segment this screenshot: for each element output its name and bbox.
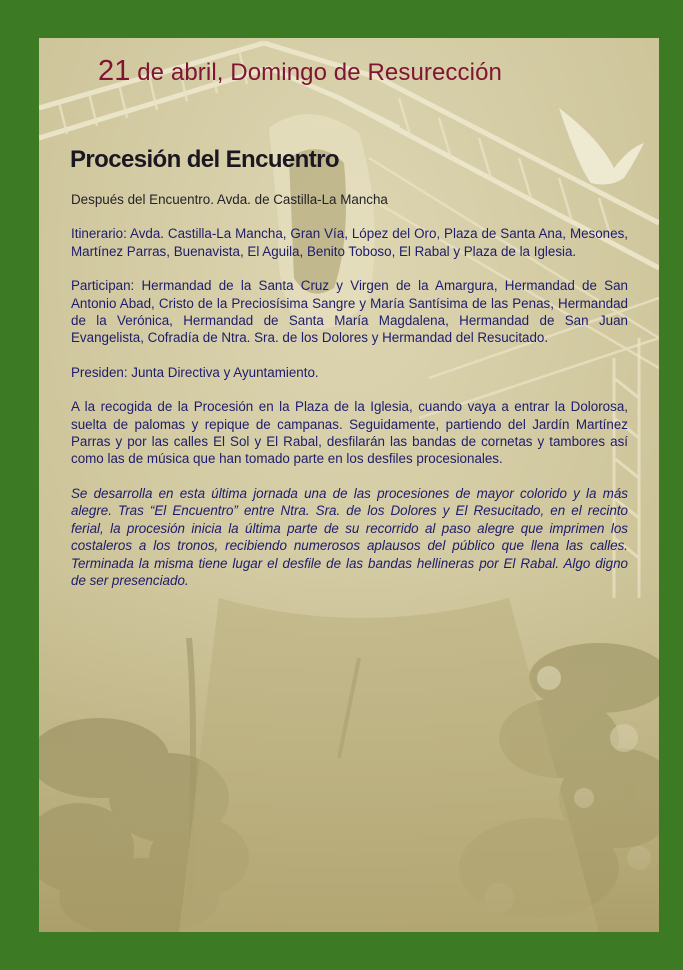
date-day-number: 21 (98, 55, 131, 87)
recogida-paragraph: A la recogida de la Procesión en la Plaza de la Iglesia, cuando vaya a entrar la Dolorosa, suelta de palomas y repique de campanas. Seguidamente, partiendo del Jardín Martínez Parras y por las calles El Sol y El Rabal, desfilarán las bandas de cornetas y tambores así como las de música que han tomado parte en los desfiles procesionales. (71, 399, 628, 467)
itinerary-paragraph: Itinerario: Avda. Castilla-La Mancha, Gran Vía, López del Oro, Plaza de Santa Ana, Mesones, Martínez Parras, Buenavista, El Aguila, Benito Toboso, El Rabal y Plaza de la Iglesia. (71, 226, 628, 259)
procession-details (71, 191, 628, 606)
procession-title: Procesión del Encuentro (70, 146, 339, 173)
presiden-paragraph: Presiden: Junta Directiva y Ayuntamiento. (71, 364, 319, 380)
brochure-page (39, 38, 659, 932)
description-paragraph: Se desarrolla en esta última jornada una de las procesiones de mayor colorido y la más alegre. Tras “El Encuentro” entre Ntra. Sra. de los Dolores y El Resucitado, en el recinto ferial, la procesión inicia la última parte de su recorrido al paso alegre que imprimen los costaleros a los tronos, recibiendo numerosos aplausos del público que llena las calles. Terminada la misma tiene lugar el desfile de las bandas hellineras por El Rabal. Algo digno de ser presenciado. (71, 485, 628, 588)
date-heading-text: de abril, Domingo de Resurección (130, 59, 502, 86)
date-heading (98, 55, 502, 88)
participants-paragraph: Participan: Hermandad de la Santa Cruz y Virgen de la Amargura, Hermandad de San Antonio Abad, Cristo de la Preciosísima Sangre y María Santísima de las Penas, Hermandad de la Verónica, Hermandad de Santa María Magdalena, Hermandad de San Juan Evangelista, Cofradía de Ntra. Sra. de los Dolores y Hermandad del Resucitado. (71, 278, 628, 346)
location-paragraph: Después del Encuentro. Avda. de Castilla-La Mancha (71, 192, 388, 207)
